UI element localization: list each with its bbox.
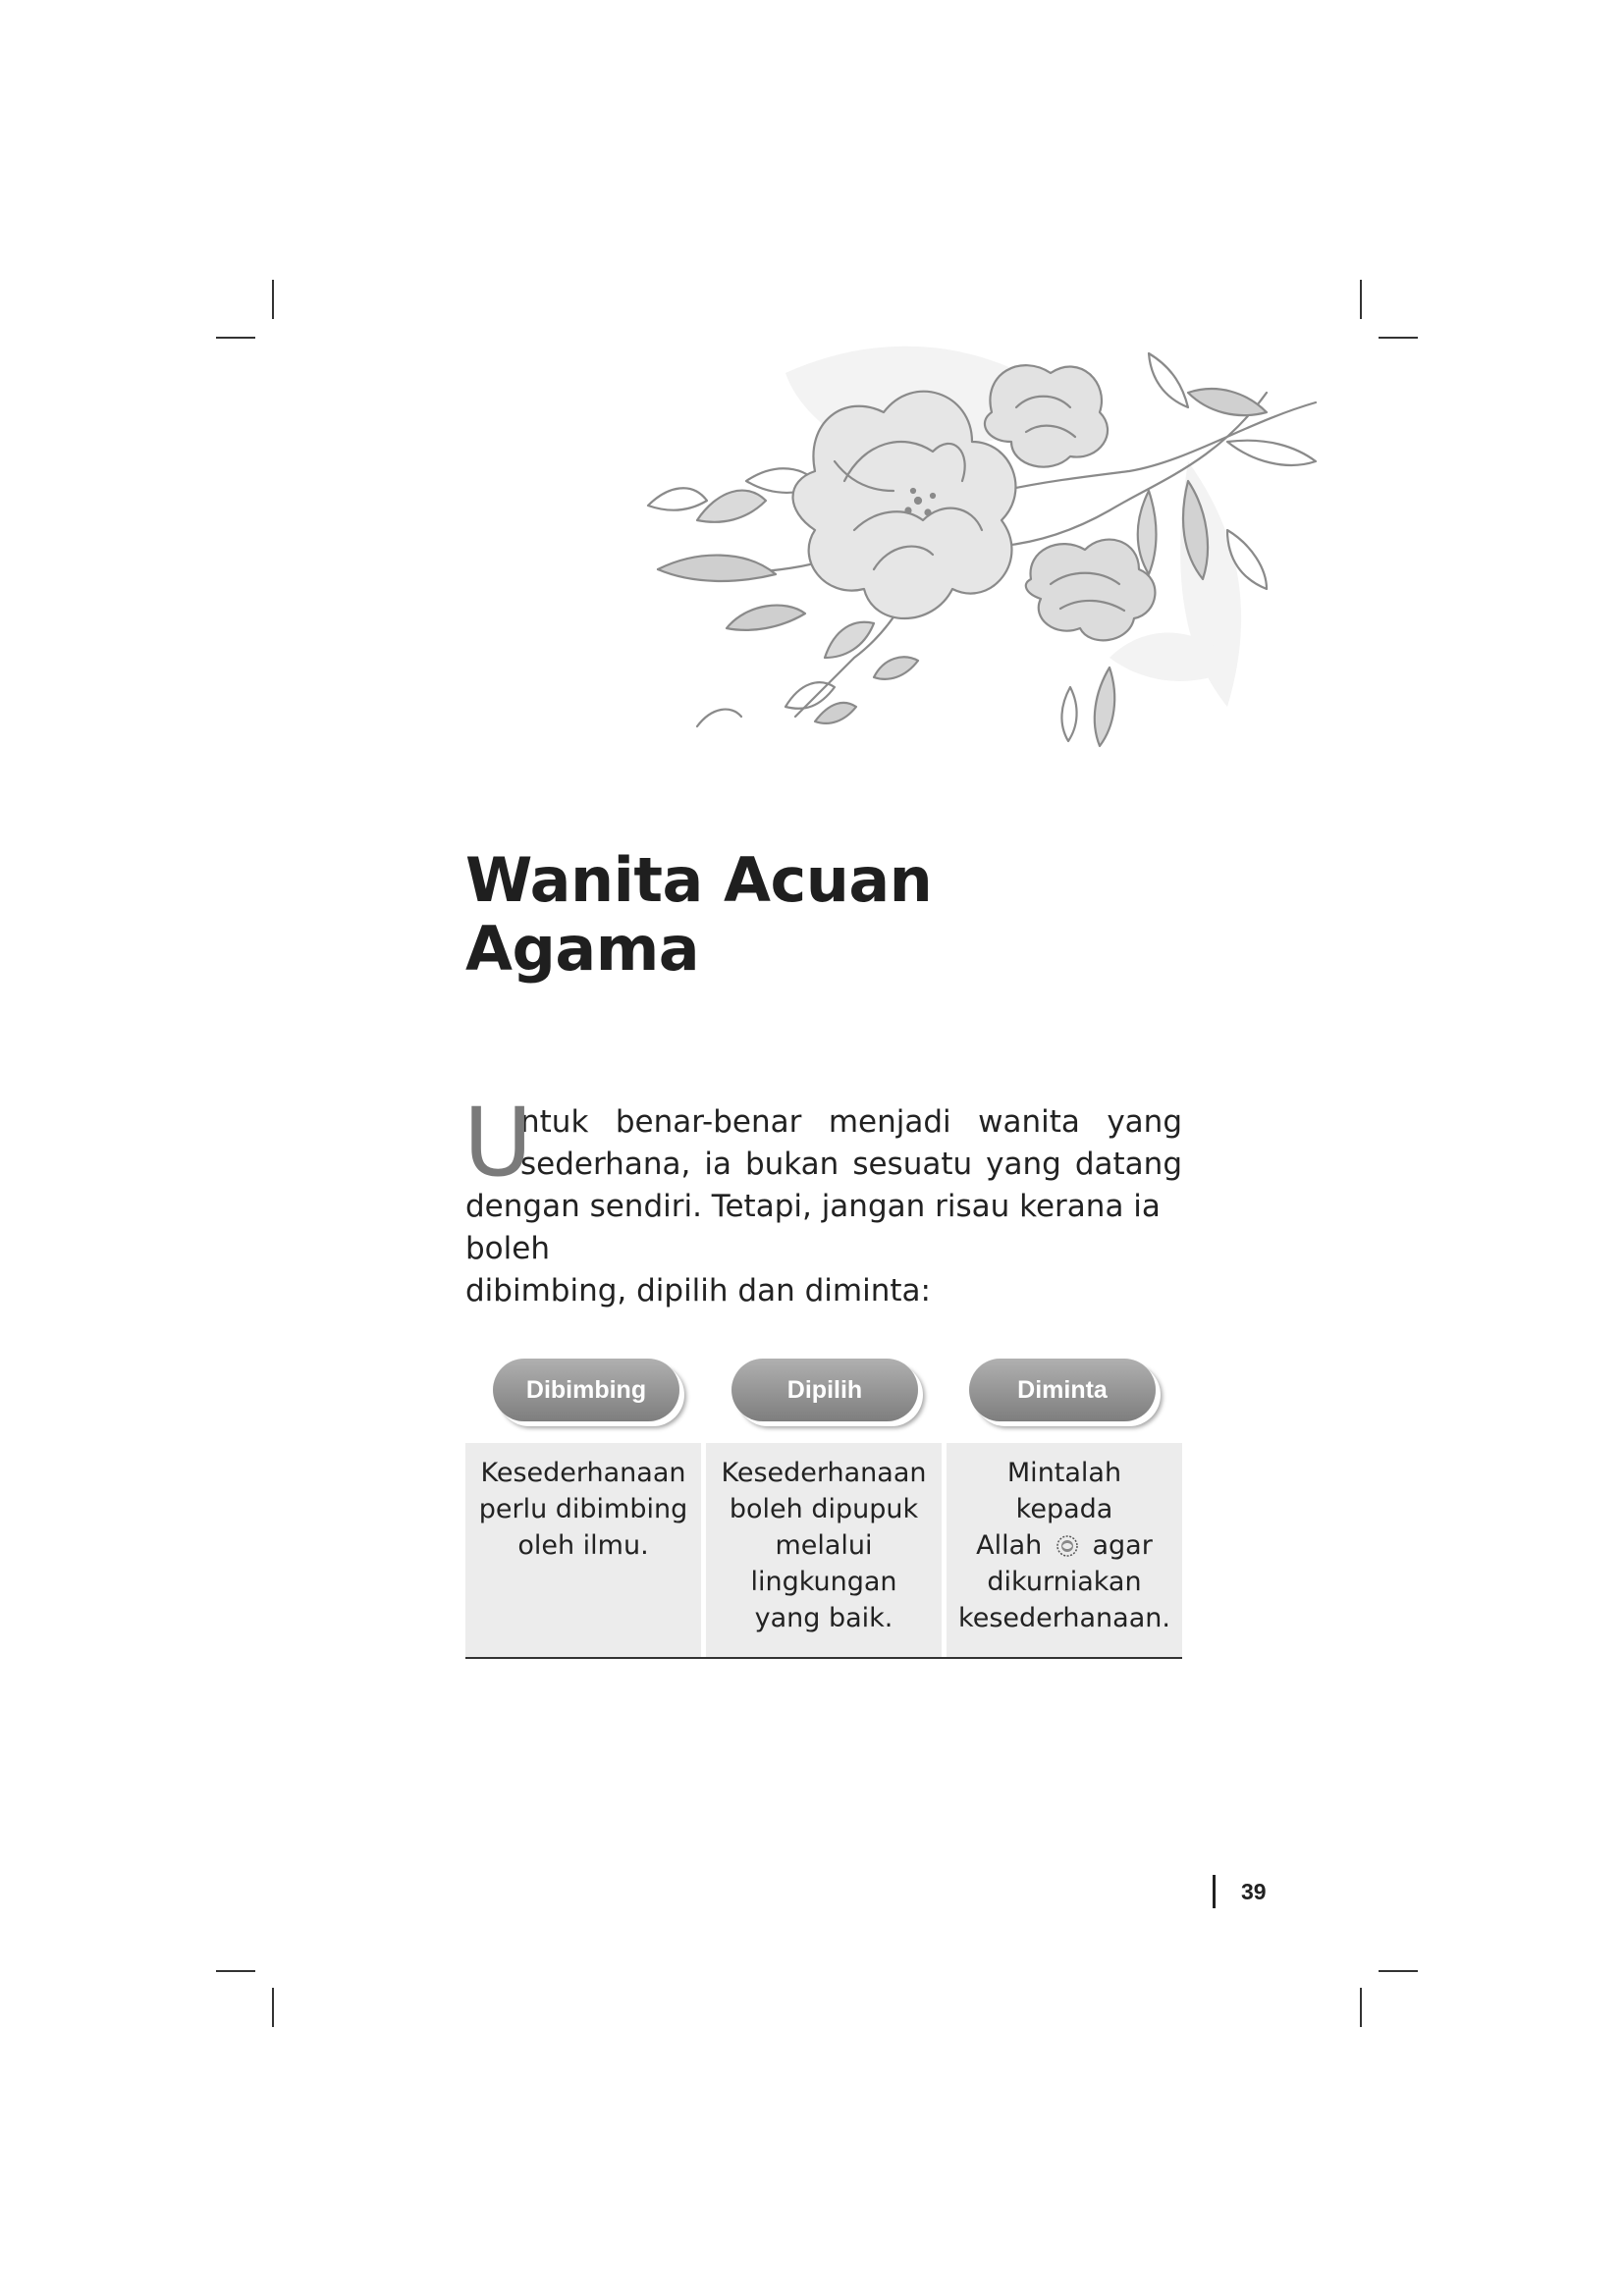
cell-text-line: Mintalah: [1006, 1458, 1122, 1488]
cell-dipilih: [706, 1443, 942, 1657]
page-number: 39: [1241, 1879, 1267, 1904]
cell-text-line: kesederhanaan.: [958, 1603, 1170, 1633]
crop-mark-top-left-horizontal: [216, 337, 255, 339]
cell-text-line-allah: [947, 1527, 1182, 1564]
cell-diminta: [947, 1443, 1182, 1657]
cell-text-line: lingkungan: [750, 1567, 897, 1597]
table-bottom-rule: [465, 1657, 1182, 1659]
swt-calligraphy-icon: [1055, 1533, 1080, 1559]
intro-paragraph: [463, 1088, 1182, 1312]
cell-text-line: yang baik.: [754, 1603, 893, 1633]
intro-line-3: dengan sendiri. Tetapi, jangan risau kerana ia boleh: [465, 1189, 1161, 1266]
crop-mark-bottom-left-vertical: [272, 1988, 274, 2027]
pill-heading-dibimbing: Dibimbing: [493, 1359, 679, 1421]
crop-mark-top-left-vertical: [272, 280, 274, 319]
page-number-divider: [1213, 1875, 1216, 1908]
crop-mark-top-right-horizontal: [1379, 337, 1418, 339]
allah-text: Allah: [976, 1530, 1043, 1561]
cell-text-line: melalui: [775, 1530, 873, 1561]
crop-mark-bottom-right-vertical: [1360, 1988, 1362, 2027]
pill-heading-diminta: Diminta: [969, 1359, 1156, 1421]
intro-line-2: sederhana, ia bukan sesuatu yang datang: [520, 1147, 1182, 1182]
cell-text-line: boleh dipupuk: [729, 1494, 919, 1524]
crop-mark-bottom-left-horizontal: [216, 1970, 255, 1972]
info-table: [465, 1443, 1182, 1657]
cell-text-line: Kesederhanaan: [480, 1458, 686, 1488]
cell-text-line: dikurniakan: [987, 1567, 1142, 1597]
floral-illustration-icon: [638, 334, 1345, 766]
crop-mark-bottom-right-horizontal: [1379, 1970, 1418, 1972]
pill-heading-dipilih: Dipilih: [731, 1359, 918, 1421]
title-line-1: Wanita Acuan: [465, 844, 933, 916]
cell-text-line: oleh ilmu.: [517, 1530, 649, 1561]
page-title: [465, 846, 1212, 984]
intro-line-4: dibimbing, dipilih dan diminta:: [465, 1273, 931, 1308]
crop-mark-top-right-vertical: [1360, 280, 1362, 319]
intro-line-1: ntuk benar-benar menjadi wanita yang: [520, 1104, 1182, 1140]
agar-text: agar: [1092, 1530, 1153, 1561]
cell-dibimbing: [465, 1443, 701, 1657]
cell-text-line: perlu dibimbing: [478, 1494, 688, 1524]
cell-text-line: kepada: [1015, 1494, 1113, 1524]
title-line-2: Agama: [465, 913, 700, 985]
drop-cap: U: [463, 1088, 533, 1198]
cell-text-line: Kesederhanaan: [721, 1458, 927, 1488]
